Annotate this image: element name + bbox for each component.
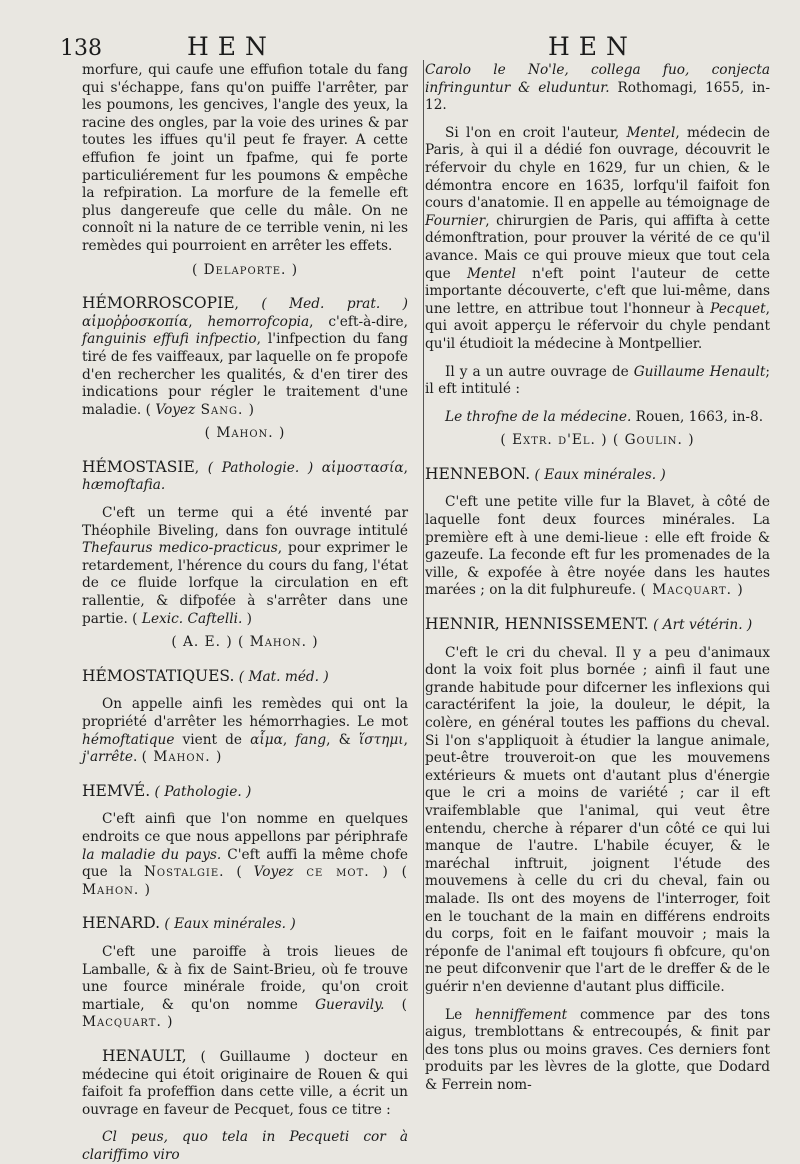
hemostasie-heading: HÉMOSTASIE, ( Pathologie. ) αἱμοστασία, hæmoftafia. — [82, 457, 408, 494]
hennir-body: C'eft le cri du cheval. Il y a peu d'animaux dont la voix foit plus bornée ; ainfi il faut une grande habitude pour difcerner les inflexions qui caractérifent la joie, la douleur, le dépit, la colère, en général toutes les paffions du cheval. Si l'on s'appliquoit à étudier la langue animale, peut-être trouveroit-on que les mouvemens extérieurs & muets ont d'autant plus d'énergie que le cri a moins de variété ; car il eft vraifemblable que l'animal, qui veut être entendu, cherche à réparer d'un côté ce qui lui manque de l'autre. L'habile écuyer, & le maréchal inftruit, joignent l'étude des mouvemens à celle du cri du cheval, fain ou malade. Ils ont des moyens de l'interroger, foit en le touchant de la main en différens endroits du corps, foit en le faifant mouvoir ; mais la réponfe de l'animal eft toujours fi obfcure, qu'on ne peut difconvenir que l'art de le dreffer & de le guérir n'en devienne d'autant plus difficile. — [425, 644, 770, 995]
hennebon-body: C'eft une petite ville fur la Blavet, à côté de laquelle font deux fources minérales. La première eft à une demi-lieue : elle eft froide & gazeufe. La feconde eft fur les promenades de la ville, & expofée à être noyée dans les hautes marées ; on la dit fulphureufe. ( Macquart. ) — [425, 494, 770, 599]
hennebon-category: ( Eaux minérales. ) — [534, 466, 666, 483]
hennebon-title: HENNEBON. — [425, 464, 531, 483]
hemostasie-title: HÉMOSTASIE — [82, 457, 195, 476]
hennir-title: HENNIR, HENNISSEMENT. — [425, 615, 649, 634]
mentel-paragraph: Si l'on en croit l'auteur, Mentel, médecin de Paris, à qui il a dédié fon ouvrage, découvrit le réfervoir du chyle en 1629, fur un chien, & le démontra encore en 1635, lorfqu'il faifoit fon cours d'anatomie. Il en appelle au témoignage de Fournier, chirurgien de Paris, qui affifta à cette démonftration, pour prouver la vérité de ce qu'il avance. Mais ce qui prouve mieux que tout cela que Mentel n'eft point l'auteur de cette importante découverte, c'eft que lui-même, dans une lettre, en attribue tout l'honneur à Pecquet, qui avoit apperçu le réfervoir du chyle pendant qu'il étudioit la médecine à Montpellier. — [425, 124, 770, 352]
henault-quote: Cl peus, quo tela in Pecqueti cor à clariffimo viro — [82, 1129, 408, 1163]
headword-right: HEN — [548, 32, 637, 61]
hennissement-body: Le henniffement commence par des tons aigus, tremblottans & entrecoupés, & finit par des tons plus ou moins graves. Ces derniers font produits par les lèvres de la glotte, que Dodard & Ferrein nom- — [425, 1006, 770, 1093]
column-divider — [423, 60, 424, 1060]
hemostatiques-heading — [82, 668, 408, 687]
hemorroscopie-latin: hemorrofcopia — [207, 313, 310, 330]
hemorroscopie-category: ( Med. prat. ) — [261, 296, 408, 313]
hemorroscopie-greek: αἱμοῤῥοσκοπία — [82, 313, 189, 330]
hemostasie-latin: hæmoftafia. — [82, 477, 166, 494]
hemostatiques-category: ( Mat. méd. ) — [238, 668, 329, 685]
hemostasie-body: C'eft un terme qui a été inventé par Théophile Biveling, dans fon ouvrage intitulé Thefaurus medico-practicus, pour exprimer le retardement, l'hérence du cours du fang, l'état de ce fluide lorfque la circulation en eft rallentie, & difpofée à s'arrêter dans une partie. ( Lexic. Caftelli. ) — [82, 505, 408, 627]
henault-second-work: Il y a un autre ouvrage de Guillaume Henault; il eft intitulé : — [425, 363, 770, 398]
page-number: 138 — [60, 36, 102, 61]
hemostatiques-body: On appelle ainfi les remèdes qui ont la propriété d'arrêter les hémorrhagies. Le mot hémoftatique vient de αἷμα, fang, & ἵστημι, j'arrête. ( Mahon. ) — [82, 696, 408, 766]
thrysne-citation: Le throfne de la médecine. Rouen, 1663, in-8. — [445, 408, 764, 425]
henard-category: ( Eaux minérales. ) — [164, 916, 296, 933]
hemostasie-category: ( Pathologie. ) — [207, 459, 314, 476]
delaporte-paragraph: morfure, qui caufe une effufion totale du fang qui s'échappe, fans qu'on puiffe l'arrêter, par les poumons, les gencives, l'angle des yeux, la racine des ongles, par la voie des urines & par toutes les iffues qu'il peut fe frayer. A cette effufion fe joint un fpafme, qui fe porte particuliérement fur les poumons & empêche la refpiration. La morfure de la femelle eft plus dangereufe que celle du mâle. On ne connoît ni la nature de ce terrible venin, ni les remèdes qui pourroient en arrêter les effets. — [82, 62, 408, 254]
headword-left: HEN — [187, 32, 276, 61]
hennir-heading — [425, 616, 770, 635]
hemve-heading — [82, 783, 408, 802]
hemostatiques-title: HÉMOSTATIQUES. — [82, 666, 235, 685]
henault-entry: HENAULT, ( Guillaume ) docteur en médecine qui étoit originaire de Rouen & qui faifoit fa profeffion dans cette ville, a écrit un ouvrage en faveur de Pecquet, fous ce titre : — [82, 1046, 408, 1118]
running-header — [0, 30, 800, 66]
left-column — [82, 62, 408, 1164]
hemorroscopie-latin2: fanguinis effufi infpectio — [82, 331, 257, 348]
hemve-category: ( Pathologie. ) — [154, 783, 252, 800]
hemve-body: C'eft ainfi que l'on nomme en quelques endroits ce que nous appellons par périphrafe la maladie du pays. C'eft auffi la même chofe que la Nostalgie. ( Voyez ce mot. ) ( Mahon. ) — [82, 811, 409, 898]
goulin-signature: ( Extr. d'El. ) ( Goulin. ) — [500, 432, 695, 449]
hemorroscopie-signature: ( Mahon. ) — [204, 425, 286, 442]
henault-title: HENAULT, — [102, 1046, 187, 1065]
hemostasie-signature: ( A. E. ) ( Mahon. ) — [171, 634, 319, 651]
hemorroscopie-title: HÉMORROSCOPIE — [82, 294, 235, 313]
hennebon-heading — [425, 466, 770, 485]
henault-quote-continued: Carolo le No'le, collega fuo, conjecta infringuntur & eluduntur. Rothomagi, 1655, in-12. — [425, 62, 770, 114]
henard-body: C'eft une paroiffe à trois lieues de Lamballe, & à fix de Saint-Brieu, où fe trouve une fource minérale froide, qu'on croit martiale, & qu'on nomme Gueravily. ( Macquart. ) — [82, 943, 408, 1031]
henard-title: HENARD. — [82, 914, 161, 933]
hemorroscopie-entry: HÉMORROSCOPIE, ( Med. prat. ) αἱμοῤῥοσκοπία, hemorrofcopia, c'eft-à-dire, fanguinis effufi infpectio, l'infpection du fang tiré de fes vaiffeaux, par laquelle on fe propofe d'en rechercher les qualités, & d'en tirer des indications pour régler le traitement d'une maladie. ( Voyez Sang. ) — [82, 294, 408, 418]
hemve-title: HEMVÉ. — [82, 781, 151, 800]
hennir-category: ( Art vétérin. ) — [653, 617, 753, 634]
hemostasie-greek: αἱμοστασία — [321, 459, 404, 476]
right-column — [425, 62, 770, 1094]
henard-heading — [82, 915, 408, 934]
delaporte-signature: ( Delaporte. ) — [191, 261, 299, 278]
